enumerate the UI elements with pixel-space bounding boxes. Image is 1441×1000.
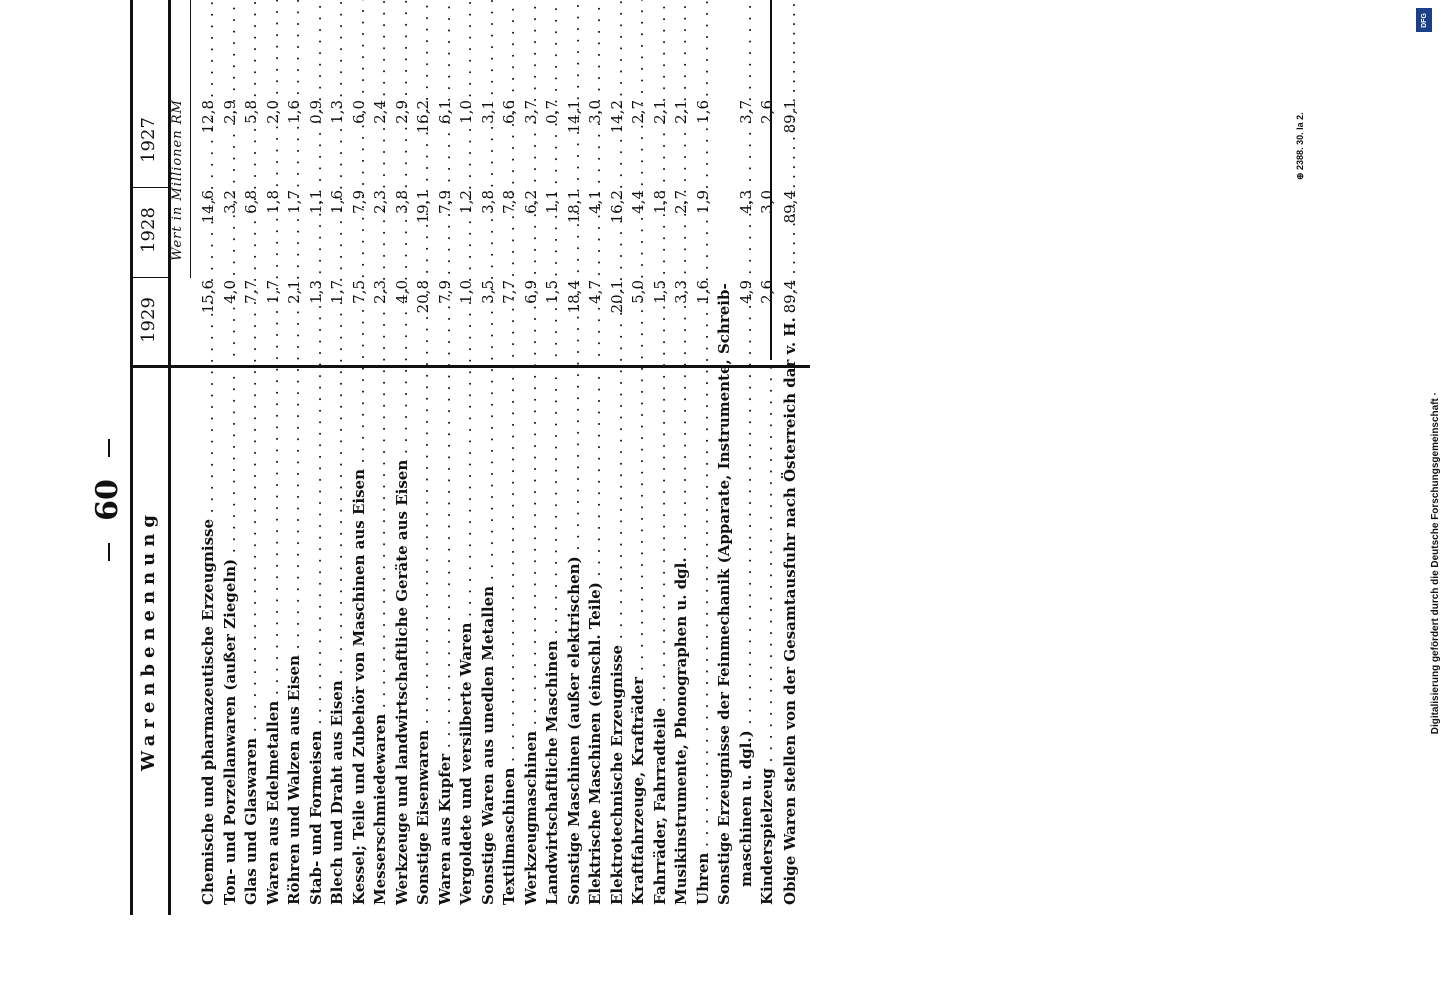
table-cell-1929: 15,6 — [199, 280, 217, 314]
table-cell-1928: 7,9 — [350, 190, 368, 214]
table-row-label: Kraftfahrzeuge, Krafträder . . . — [628, 365, 649, 905]
table-cell-1929: 1,5 — [651, 280, 669, 304]
table-cell-1928: 7,8 — [500, 190, 518, 214]
table-row-label: Elektrotechnische Erzeugnisse . . . — [607, 365, 628, 905]
table-cell-1928: 1,2 — [457, 190, 475, 214]
table-row-label: Kinderspielzeug . . . — [757, 365, 778, 905]
table-cell-1927: 14,2 — [608, 100, 626, 134]
table-cell-1928: 1,1 — [307, 190, 325, 214]
table-cell-1929: 20,1 — [608, 280, 626, 314]
table-row-label: Sonstige Eisenwaren . . . — [413, 365, 434, 905]
table-row-label: maschinen u. dgl.) . . . — [736, 347, 757, 905]
table-cell-1928: 2,3 — [371, 190, 389, 214]
table-cell-1929: 7,9 — [436, 280, 454, 304]
table-cell-1927: 6,1 — [436, 100, 454, 124]
unit-rule — [190, 0, 191, 278]
table-cell-1929: 1,7 — [328, 280, 346, 304]
table-cell-1928: 4,4 — [629, 190, 647, 214]
archive-stamp: ⊕ 2388. 30. Ia 2. — [1295, 112, 1305, 180]
table-cell-1928: 6,2 — [522, 190, 540, 214]
table-cell-1928: 4,1 — [586, 190, 604, 214]
table-cell-1928: 16,2 — [608, 190, 626, 224]
table-cell-1927: 0,9 — [307, 100, 325, 124]
year-rule-1 — [130, 277, 170, 278]
table-cell-1928: 1,7 — [285, 190, 303, 214]
table-row-label: Sonstige Maschinen (außer elektrischen) . . . — [564, 365, 585, 905]
table-cell-1927: 6,6 — [500, 100, 518, 124]
table-cell-1927: 2,0 — [264, 100, 282, 124]
year-header-1928: 1928 — [138, 207, 159, 253]
table-cell-1928: 4,3 — [737, 190, 755, 214]
page-number: 60 — [90, 0, 126, 1000]
table-cell-1927: 5,8 — [242, 100, 260, 124]
table-cell-1929: 2,3 — [371, 280, 389, 304]
table-cell-1929: 1,6 — [694, 280, 712, 304]
table-cell-1928: 1,8 — [264, 190, 282, 214]
table-row-label: Fahrräder, Fahrradteile . . . — [650, 365, 671, 905]
table-cell-1927: 14,1 — [565, 100, 583, 134]
table-row-label: Vergoldete und versilberte Waren . . . — [456, 365, 477, 905]
total-value-1929: 89,4 — [781, 280, 799, 314]
table-top-rule — [130, 0, 133, 915]
table-cell-1929: 4,7 — [586, 280, 604, 304]
year-header-1929: 1929 — [138, 297, 159, 343]
table-cell-1928: 14,6 — [199, 190, 217, 224]
table-cell-1929: 2,6 — [758, 280, 776, 304]
table-cell-1929: 2,1 — [285, 280, 303, 304]
table-row-label: Uhren . . . — [693, 365, 714, 905]
table-cell-1927: 1,6 — [694, 100, 712, 124]
table-cell-1927: 2,9 — [221, 100, 239, 124]
table-row-label: Textilmaschinen . . . — [499, 365, 520, 905]
table-row-label: Ton- und Porzellanwaren (außer Ziegeln) . . . — [220, 365, 241, 905]
table-row-label: Waren aus Edelmetallen . . . — [263, 365, 284, 905]
table-cell-1927: 1,3 — [328, 100, 346, 124]
table-cell-1929: 3,5 — [479, 280, 497, 304]
table-row-label: Sonstige Waren aus unedlen Metallen . . . — [478, 365, 499, 905]
table-cell-1927: 0,7 — [543, 100, 561, 124]
table-cell-1927: 3,7 — [737, 100, 755, 124]
year-header-1927: 1927 — [138, 117, 159, 163]
table-cell-1927: 12,8 — [199, 100, 217, 134]
unit-label: Wert in Millionen RM — [170, 99, 185, 261]
table-cell-1927: 3,1 — [479, 100, 497, 124]
table-row-label: Waren aus Kupfer . . . — [435, 365, 456, 905]
table-cell-1929: 4,0 — [393, 280, 411, 304]
table-row-label: Werkzeuge und landwirtschaftliche Geräte aus Eisen . . . — [392, 365, 413, 905]
table-cell-1928: 2,7 — [672, 190, 690, 214]
table-row-label: Landwirtschaftliche Maschinen . . . — [542, 365, 563, 905]
table-row-label: Elektrische Maschinen (einschl. Teile) . . . — [585, 365, 606, 905]
table-cell-1927: 6,0 — [350, 100, 368, 124]
table-cell-1929: 20,8 — [414, 280, 432, 314]
table-cell-1929: 3,3 — [672, 280, 690, 304]
total-label: Obige Waren stellen von der Gesamtausfuhr nach Österreich dar v. H. . . . — [780, 365, 801, 905]
table-cell-1928: 1,1 — [543, 190, 561, 214]
table-row-label: Kessel; Teile und Zubehör von Maschinen aus Eisen . . . — [349, 365, 370, 905]
table-cell-1929: 7,7 — [242, 280, 260, 304]
table-cell-1928: 1,9 — [694, 190, 712, 214]
table-cell-1928: 18,1 — [565, 190, 583, 224]
table-row-label: Musikinstrumente, Phonographen u. dgl. . . . — [671, 365, 692, 905]
table-cell-1927: 1,6 — [285, 100, 303, 124]
year-rule-2 — [130, 187, 170, 188]
table-cell-1927: 16,2 — [414, 100, 432, 134]
table-cell-1928: 3,8 — [479, 190, 497, 214]
table-row-label: Werkzeugmaschinen . . . — [521, 365, 542, 905]
table-cell-1927: 3,7 — [522, 100, 540, 124]
table-cell-1929: 5,0 — [629, 280, 647, 304]
table-row-label: Messerschmiedewaren . . . — [370, 365, 391, 905]
table-cell-1929: 18,4 — [565, 280, 583, 314]
table-cell-1927: 2,1 — [651, 100, 669, 124]
table-cell-1929: 4,0 — [221, 280, 239, 304]
table-row-label: Stab- und Formeisen . . . — [306, 365, 327, 905]
table-row-label: Blech und Draht aus Eisen . . . — [327, 365, 348, 905]
table-cell-1927: 1,0 — [457, 100, 475, 124]
table-cell-1929: 4,9 — [737, 280, 755, 304]
table-cell-1927: 2,6 — [758, 100, 776, 124]
table-cell-1927: 2,9 — [393, 100, 411, 124]
rotated-page — [90, 0, 850, 1000]
table-row-label: Röhren und Walzen aus Eisen . . . — [284, 365, 305, 905]
table-cell-1927: 2,7 — [629, 100, 647, 124]
table-cell-1927: 3,0 — [586, 100, 604, 124]
dfg-logo: DFG — [1416, 8, 1432, 32]
table-cell-1929: 7,7 — [500, 280, 518, 304]
table-cell-1929: 1,7 — [264, 280, 282, 304]
table-cell-1928: 3,2 — [221, 190, 239, 214]
table-cell-1927: 2,1 — [672, 100, 690, 124]
total-value-1928: 89,4 — [781, 190, 799, 224]
digitization-note: Digitalisierung gefördert durch die Deutsche Forschungsgemeinschaft · — [1430, 392, 1441, 735]
table-row-label: Chemische und pharmazeutische Erzeugnisse . . . — [198, 365, 219, 905]
table-cell-1928: 19,1 — [414, 190, 432, 224]
table-row-label: Glas und Glaswaren . . . — [241, 365, 262, 905]
table-cell-1928: 6,8 — [242, 190, 260, 214]
table-cell-1929: 1,0 — [457, 280, 475, 304]
table-cell-1929: 1,5 — [543, 280, 561, 304]
item-column-header: Warenbenennung — [138, 509, 159, 771]
table-cell-1928: 7,9 — [436, 190, 454, 214]
total-value-1927: 89,1 — [781, 100, 799, 134]
table-cell-1929: 6,9 — [522, 280, 540, 304]
table-cell-1927: 2,4 — [371, 100, 389, 124]
table-cell-1928: 1,6 — [328, 190, 346, 214]
table-cell-1928: 3,0 — [758, 190, 776, 214]
table-row-label: Sonstige Erzeugnisse der Feinmechanik (Apparate, Instrumente, Schreib- — [715, 283, 733, 905]
table-cell-1929: 1,3 — [307, 280, 325, 304]
table-cell-1928: 3,8 — [393, 190, 411, 214]
table-cell-1928: 1,8 — [651, 190, 669, 214]
table-cell-1929: 7,5 — [350, 280, 368, 304]
